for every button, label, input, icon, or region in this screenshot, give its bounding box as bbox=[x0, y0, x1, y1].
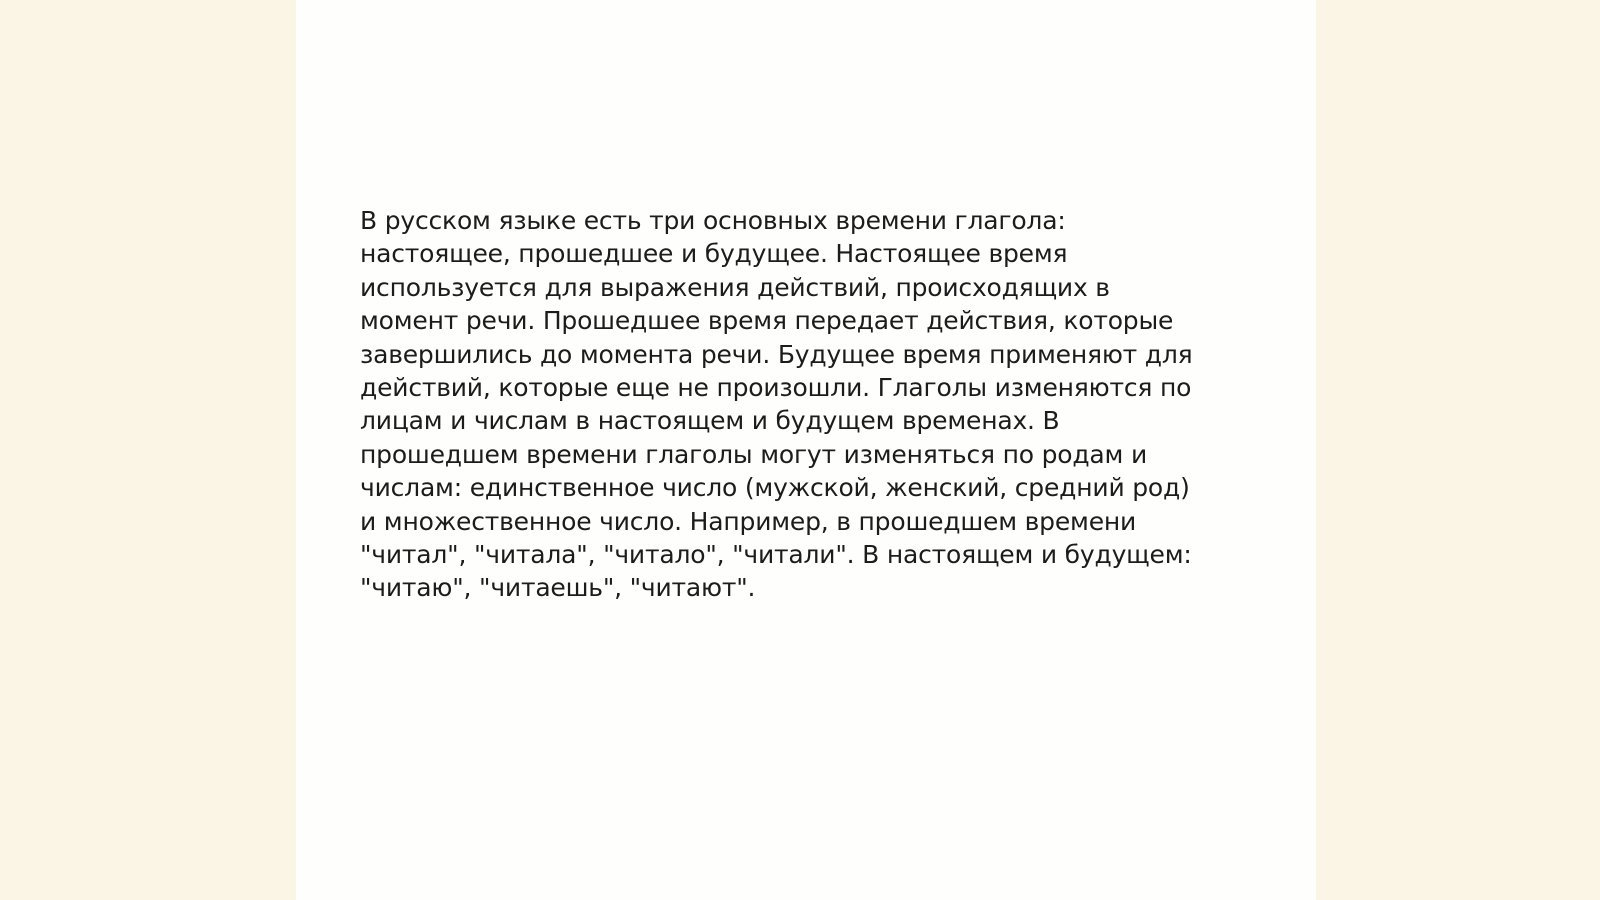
paragraph-line-4: момент речи. Прошедшее время передает действия, которые bbox=[360, 306, 1174, 336]
body-paragraph bbox=[360, 204, 1260, 605]
paragraph-line-8: прошедшем времени глаголы могут изменяться по родам и bbox=[360, 439, 1148, 469]
paragraph-line-6: действий, которые еще не произошли. Глаголы изменяются по bbox=[360, 373, 1192, 403]
paragraph-line-1: В русском языке есть три основных времени глагола: bbox=[360, 206, 1066, 235]
document-page bbox=[296, 0, 1316, 900]
paragraph-line-11: "читал", "читала", "читало", "читали". В настоящем и будущем: bbox=[360, 540, 1192, 570]
paragraph-line-12: "читаю", "читаешь", "читают". bbox=[360, 573, 756, 603]
paragraph-line-10: и множественное число. Например, в прошедшем времени bbox=[360, 506, 1137, 536]
paragraph-line-9: числам: единственное число (мужской, женский, средний род) bbox=[360, 473, 1190, 503]
paragraph-line-3: используется для выражения действий, происходящих в bbox=[360, 272, 1110, 302]
paragraph-line-5: завершились до момента речи. Будущее время применяют для bbox=[360, 339, 1193, 369]
left-margin bbox=[0, 0, 296, 900]
paragraph-line-7: лицам и числам в настоящем и будущем временах. В bbox=[360, 406, 1060, 436]
right-margin bbox=[1316, 0, 1600, 900]
paragraph-line-2: настоящее, прошедшее и будущее. Настоящее время bbox=[360, 239, 1068, 269]
